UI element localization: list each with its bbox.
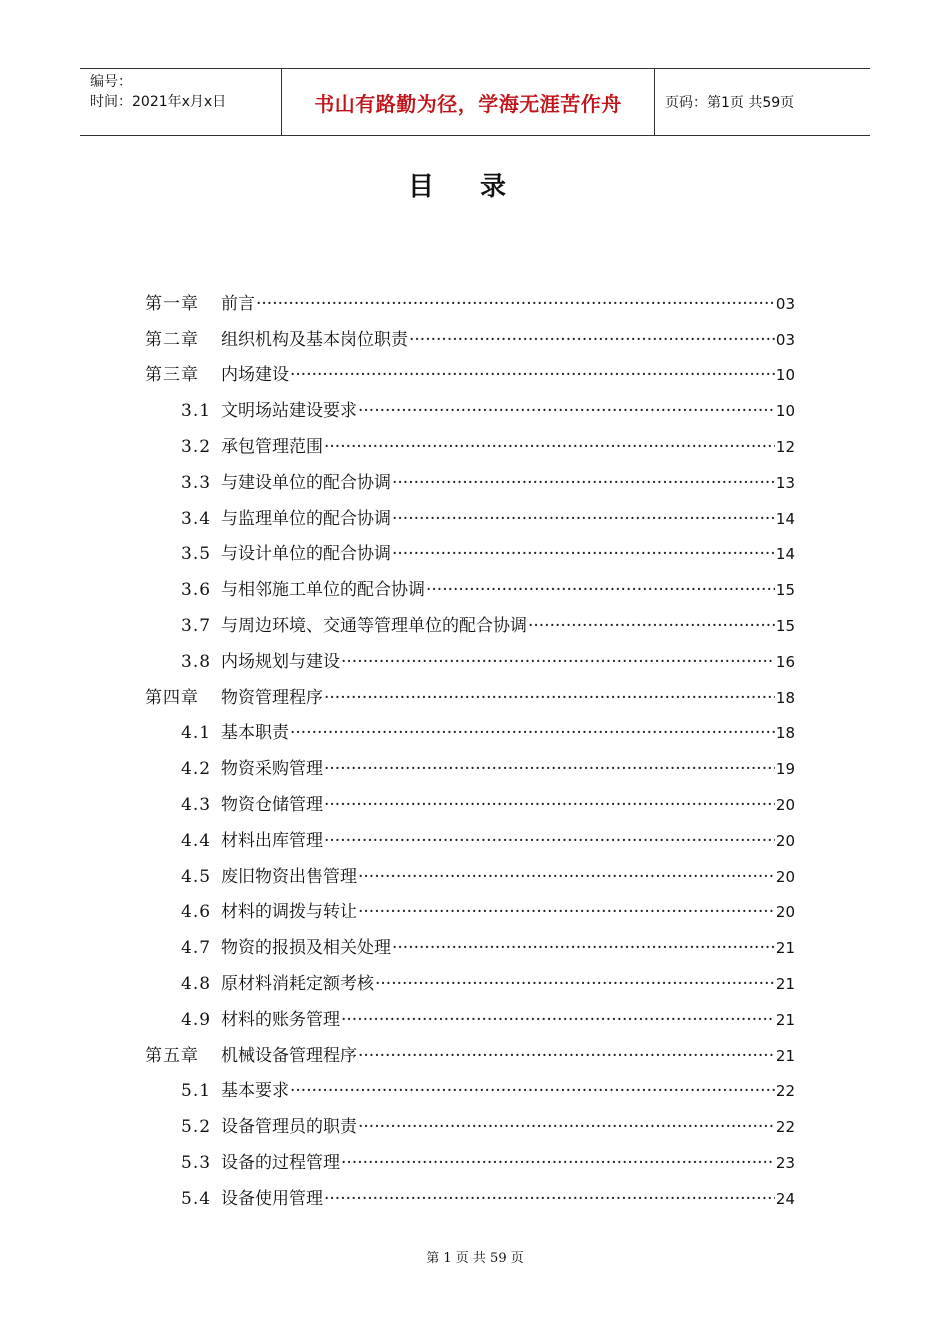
toc-entry-label: 与建设单位的配合协调 (221, 472, 391, 493)
toc-entry[interactable] (145, 465, 795, 501)
toc-dot-leader (324, 1189, 775, 1209)
toc-entry-page: 22 (775, 1118, 795, 1137)
toc-entry-page: 12 (775, 438, 795, 457)
toc-entry-number: 4.1 (181, 723, 212, 744)
toc-dot-leader (324, 437, 775, 457)
page-footer: 第 1 页 共 59 页 (426, 1251, 524, 1266)
toc-dot-leader (341, 652, 775, 672)
toc-entry-number: 5.2 (181, 1117, 212, 1138)
toc-entry-number: 4.9 (181, 1009, 212, 1030)
toc-entry-page: 15 (775, 581, 795, 600)
toc-entry-page: 16 (775, 652, 795, 671)
header-motto: 书山有路勤为径，学海无涯苦作舟 (282, 69, 655, 135)
toc-dot-leader (375, 974, 775, 994)
toc-entry[interactable] (145, 1038, 795, 1074)
toc-dot-leader (409, 330, 775, 350)
toc-entry[interactable] (145, 1002, 795, 1038)
toc-dot-leader (324, 795, 775, 815)
toc-dot-leader (528, 616, 775, 636)
toc-entry-label: 设备的过程管理 (221, 1153, 340, 1174)
toc-entry-label: 原材料消耗定额考核 (221, 974, 374, 995)
toc-entry-number: 第五章 (145, 1045, 199, 1066)
toc-entry-number: 5.1 (181, 1081, 212, 1102)
toc-entry[interactable] (145, 1109, 795, 1145)
toc-entry-number: 3.4 (181, 508, 212, 529)
toc-entry-page: 22 (775, 1082, 795, 1101)
toc-entry-number: 3.3 (181, 472, 212, 493)
toc-dot-leader (358, 1046, 775, 1066)
toc-dot-leader (426, 580, 775, 600)
toc-entry-page: 13 (775, 473, 795, 492)
toc-dot-leader (290, 723, 775, 743)
toc-entry-label: 废旧物资出售管理 (221, 866, 357, 887)
toc-entry-number: 4.5 (181, 866, 212, 887)
toc-entry-number: 4.8 (181, 974, 212, 995)
toc-dot-leader (358, 867, 775, 887)
toc-entry-label: 与周边环境、交通等管理单位的配合协调 (221, 616, 527, 637)
toc-entry-page: 19 (775, 760, 795, 779)
toc-dot-leader (324, 688, 775, 708)
toc-dot-leader (324, 759, 775, 779)
toc-dot-leader (341, 1010, 775, 1030)
document-header (80, 68, 870, 136)
toc-entry-number: 3.7 (181, 616, 212, 637)
toc-entry-page: 03 (775, 294, 795, 313)
toc-entry-label: 材料出库管理 (221, 830, 323, 851)
page-title: 目录 (407, 172, 552, 202)
toc-dot-leader (392, 509, 775, 529)
toc-entry[interactable] (145, 286, 795, 322)
toc-entry-label: 基本职责 (221, 723, 289, 744)
toc-entry-number: 第四章 (145, 687, 199, 708)
toc-entry-page: 18 (775, 724, 795, 743)
toc-entry-page: 21 (775, 1010, 795, 1029)
toc-entry-page: 14 (775, 545, 795, 564)
toc-entry-number: 3.2 (181, 437, 212, 458)
toc-entry[interactable] (145, 429, 795, 465)
toc-entry-page: 23 (775, 1154, 795, 1173)
toc-entry-label: 内场建设 (221, 365, 289, 386)
toc-entry-label: 物资的报损及相关处理 (221, 938, 391, 959)
toc-dot-leader (341, 1153, 775, 1173)
toc-entry-number: 4.2 (181, 759, 212, 780)
toc-entry-label: 物资采购管理 (221, 759, 323, 780)
toc-entry[interactable] (145, 644, 795, 680)
toc-entry-label: 设备管理员的职责 (221, 1117, 357, 1138)
toc-entry[interactable] (145, 823, 795, 859)
toc-dot-leader (358, 401, 775, 421)
toc-entry[interactable] (145, 787, 795, 823)
toc-entry-page: 20 (775, 903, 795, 922)
toc-entry[interactable] (145, 716, 795, 752)
toc-entry-page: 21 (775, 975, 795, 994)
toc-entry[interactable] (145, 1181, 795, 1217)
toc-entry-label: 与设计单位的配合协调 (221, 544, 391, 565)
toc-entry[interactable] (145, 751, 795, 787)
toc-entry-label: 基本要求 (221, 1081, 289, 1102)
toc-entry-number: 3.1 (181, 401, 212, 422)
toc-entry-page: 14 (775, 509, 795, 528)
toc-entry-number: 5.4 (181, 1188, 212, 1209)
toc-entry[interactable] (145, 358, 795, 394)
toc-entry[interactable] (145, 1145, 795, 1181)
toc-entry[interactable] (145, 1074, 795, 1110)
toc-entry[interactable] (145, 322, 795, 358)
toc-entry[interactable] (145, 537, 795, 573)
toc-entry-label: 设备使用管理 (221, 1188, 323, 1209)
toc-entry-number: 4.3 (181, 795, 212, 816)
toc-dot-leader (290, 365, 775, 385)
header-number-label: 编号： (90, 74, 132, 90)
toc-entry-page: 20 (775, 831, 795, 850)
header-time-label: 时间：2021年x月x日 (90, 94, 227, 110)
toc-entry-page: 21 (775, 1046, 795, 1065)
toc-entry-number: 4.6 (181, 902, 212, 923)
toc-entry-number: 3.6 (181, 580, 212, 601)
toc-entry[interactable] (145, 608, 795, 644)
toc-entry[interactable] (145, 680, 795, 716)
toc-entry-page: 15 (775, 617, 795, 636)
toc-entry-label: 物资仓储管理 (221, 795, 323, 816)
toc-entry-page: 20 (775, 867, 795, 886)
toc-dot-leader (392, 544, 775, 564)
toc-entry-page: 24 (775, 1189, 795, 1208)
toc-dot-leader (256, 294, 775, 314)
toc-entry-page: 20 (775, 796, 795, 815)
toc-entry-label: 文明场站建设要求 (221, 401, 357, 422)
toc-entry-label: 与监理单位的配合协调 (221, 508, 391, 529)
toc-entry-page: 10 (775, 366, 795, 385)
toc-entry-label: 内场规划与建设 (221, 651, 340, 672)
toc-entry-label: 材料的账务管理 (221, 1009, 340, 1030)
toc-entry[interactable] (145, 501, 795, 537)
header-page-info: 页码：第1页 共59页 (665, 95, 795, 111)
toc-dot-leader (324, 831, 775, 851)
toc-entry[interactable] (145, 859, 795, 895)
toc-entry[interactable] (145, 966, 795, 1002)
toc-entry-label: 与相邻施工单位的配合协调 (221, 580, 425, 601)
toc-entry-label: 前言 (221, 293, 255, 314)
table-of-contents (145, 286, 795, 1217)
toc-dot-leader (392, 473, 775, 493)
toc-dot-leader (392, 938, 775, 958)
toc-dot-leader (290, 1081, 775, 1101)
header-meta (80, 69, 282, 135)
toc-entry-page: 10 (775, 402, 795, 421)
toc-entry[interactable] (145, 930, 795, 966)
toc-entry[interactable] (145, 393, 795, 429)
toc-entry-number: 第三章 (145, 365, 199, 386)
toc-entry-page: 18 (775, 688, 795, 707)
toc-entry-label: 组织机构及基本岗位职责 (221, 329, 408, 350)
toc-entry-number: 5.3 (181, 1153, 212, 1174)
toc-entry-number: 4.4 (181, 830, 212, 851)
toc-dot-leader (358, 1117, 775, 1137)
toc-entry-number: 3.8 (181, 651, 212, 672)
toc-entry-number: 3.5 (181, 544, 212, 565)
toc-entry-number: 第二章 (145, 329, 199, 350)
toc-entry[interactable] (145, 895, 795, 931)
toc-entry-number: 第一章 (145, 293, 199, 314)
toc-entry-label: 物资管理程序 (221, 687, 323, 708)
toc-entry[interactable] (145, 572, 795, 608)
toc-entry-page: 03 (775, 330, 795, 349)
toc-entry-label: 材料的调拨与转让 (221, 902, 357, 923)
toc-entry-page: 21 (775, 939, 795, 958)
toc-entry-label: 机械设备管理程序 (221, 1045, 357, 1066)
toc-entry-label: 承包管理范围 (221, 437, 323, 458)
toc-dot-leader (358, 902, 775, 922)
toc-entry-number: 4.7 (181, 938, 212, 959)
